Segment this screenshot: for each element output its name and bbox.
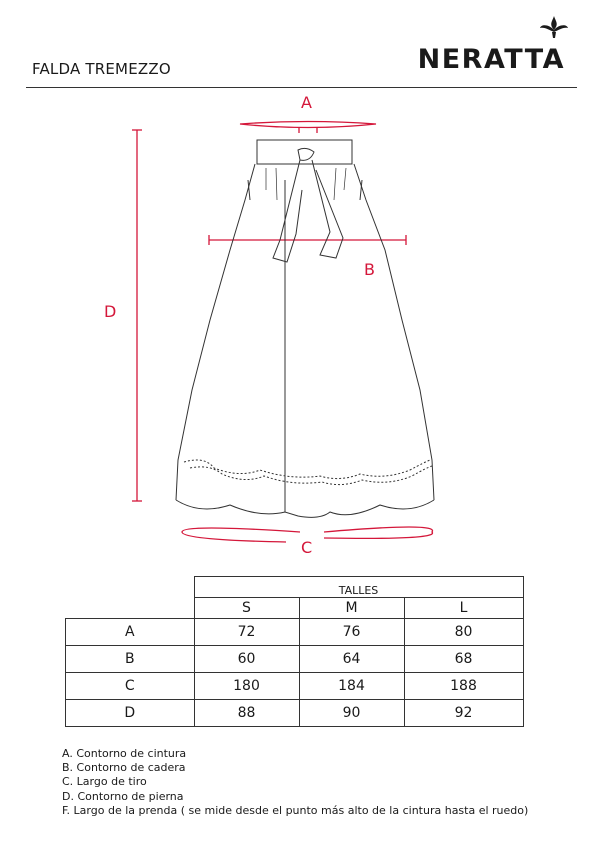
table-cell: 76 (299, 619, 404, 646)
row-label: B (66, 646, 195, 673)
row-label: C (66, 673, 195, 700)
legend-item: C. Largo de tiro (62, 775, 147, 789)
table-row (66, 700, 524, 727)
table-row (66, 619, 524, 646)
page-title: FALDA TREMEZZO (32, 60, 171, 78)
skirt-outline (176, 140, 434, 517)
table-size-header-row (66, 598, 524, 619)
table-cell: 184 (299, 673, 404, 700)
table-cell: 88 (194, 700, 299, 727)
measure-a-guide (240, 122, 376, 134)
measure-d-guide (132, 130, 142, 501)
table-group-header-row (66, 577, 524, 598)
table-cell: 90 (299, 700, 404, 727)
table-cell: 72 (194, 619, 299, 646)
table-cell: 180 (194, 673, 299, 700)
table-cell: 60 (194, 646, 299, 673)
table-cell: 92 (404, 700, 523, 727)
row-label: D (66, 700, 195, 727)
table-cell: 64 (299, 646, 404, 673)
measure-b-guide (209, 235, 406, 245)
table-row (66, 646, 524, 673)
row-label: A (66, 619, 195, 646)
table-cell: 80 (404, 619, 523, 646)
table-group-header: TALLES (194, 577, 523, 598)
measure-label-b: B (364, 260, 375, 279)
table-size-header: S (194, 598, 299, 619)
legend-item: D. Contorno de pierna (62, 789, 184, 803)
brand-name: NERATTA (417, 44, 565, 75)
measure-label-d: D (104, 302, 117, 321)
legend-item: F. Largo de la prenda ( se mide desde el punto más alto de la cintura hasta el ruedo) (62, 803, 529, 817)
measure-label-a: A (301, 93, 312, 112)
table-size-header: L (404, 598, 523, 619)
measure-label-c: C (301, 538, 313, 557)
table-row (66, 673, 524, 700)
table-size-header: M (299, 598, 404, 619)
measurement-legend (62, 747, 528, 818)
table-cell: 68 (404, 646, 523, 673)
size-chart-table (65, 576, 524, 727)
legend-item: A. Contorno de cintura (62, 747, 187, 760)
table-cell: 188 (404, 673, 523, 700)
legend-item: B. Contorno de cadera (62, 761, 186, 775)
